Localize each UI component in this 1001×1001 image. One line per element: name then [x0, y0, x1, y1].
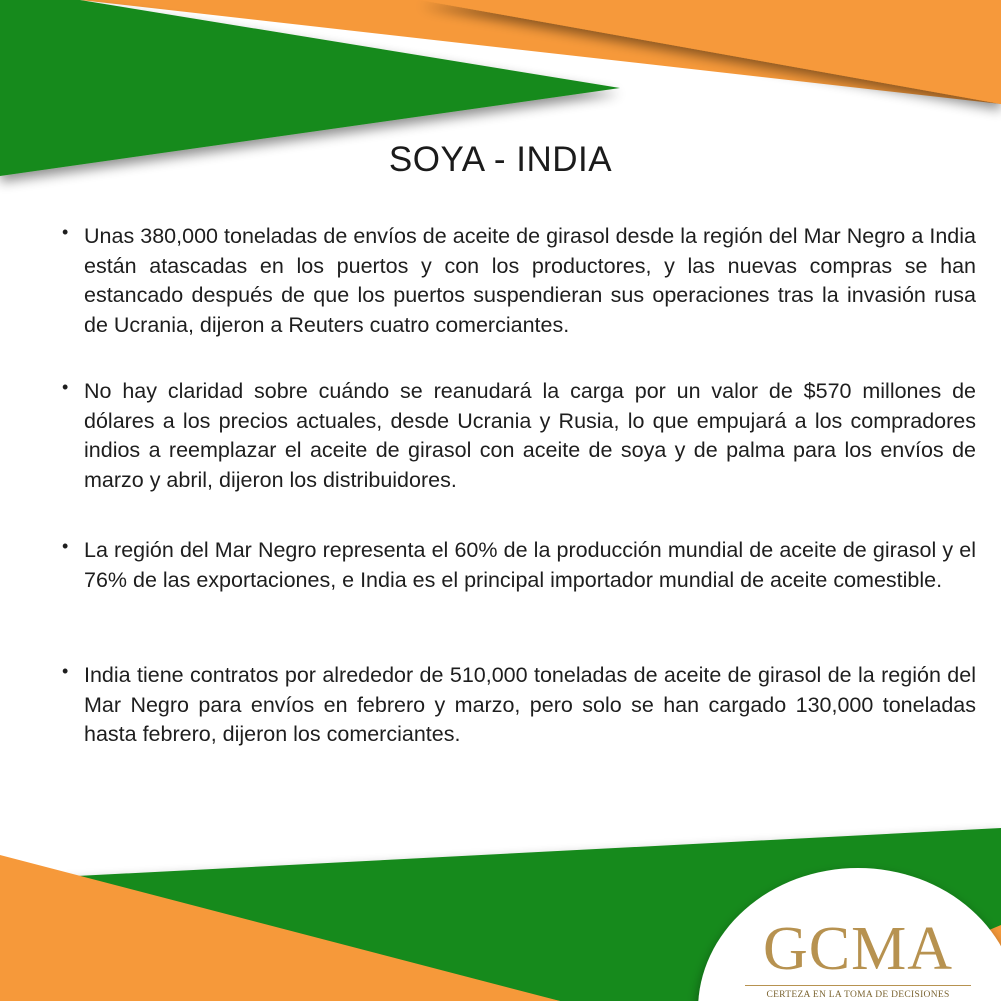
bullet-dot: •: [62, 222, 69, 242]
gcma-logo: [715, 850, 1001, 1001]
logo-tagline: CERTEZA EN LA TOMA DE DECISIONES: [766, 990, 950, 1000]
bullet-item-2: [62, 377, 976, 495]
logo-wordmark: GCMA: [762, 915, 954, 983]
bullet-item-3: [62, 536, 976, 595]
logo-divider: [745, 985, 971, 986]
page-title: SOYA - INDIA: [388, 140, 613, 179]
bullet-dot: •: [62, 377, 69, 397]
bullet-text: Unas 380,000 toneladas de envíos de aceite de girasol desde la región del Mar Negro a India están atascadas en los puertos y con los productores, y las nuevas compras se han estancado después de que los puertos suspendieran sus operaciones tras la invasión rusa de Ucrania, dijeron a Reuters cuatro comerciantes.: [84, 224, 976, 337]
bullet-text: India tiene contratos por alrededor de 510,000 toneladas de aceite de girasol de la región del Mar Negro para envíos en febrero y marzo, pero solo se han cargado 130,000 toneladas hasta febrero, dijeron los comerciantes.: [84, 663, 976, 746]
bullet-dot: •: [62, 661, 69, 681]
bullet-text: No hay claridad sobre cuándo se reanudará la carga por un valor de $570 millones de dólares a los precios actuales, desde Ucrania y Rusia, lo que empujará a los compradores indios a reemplazar el aceite de girasol con aceite de soya y de palma para los envíos de marzo y abril, dijeron los distribuidores.: [84, 379, 976, 492]
bullet-dot: •: [62, 536, 69, 556]
bullet-item-1: [62, 222, 976, 340]
bullet-item-4: [62, 661, 976, 750]
bullet-text: La región del Mar Negro representa el 60% de la producción mundial de aceite de girasol y el 76% de las exportaciones, e India es el principal importador mundial de aceite comestible.: [84, 538, 976, 592]
